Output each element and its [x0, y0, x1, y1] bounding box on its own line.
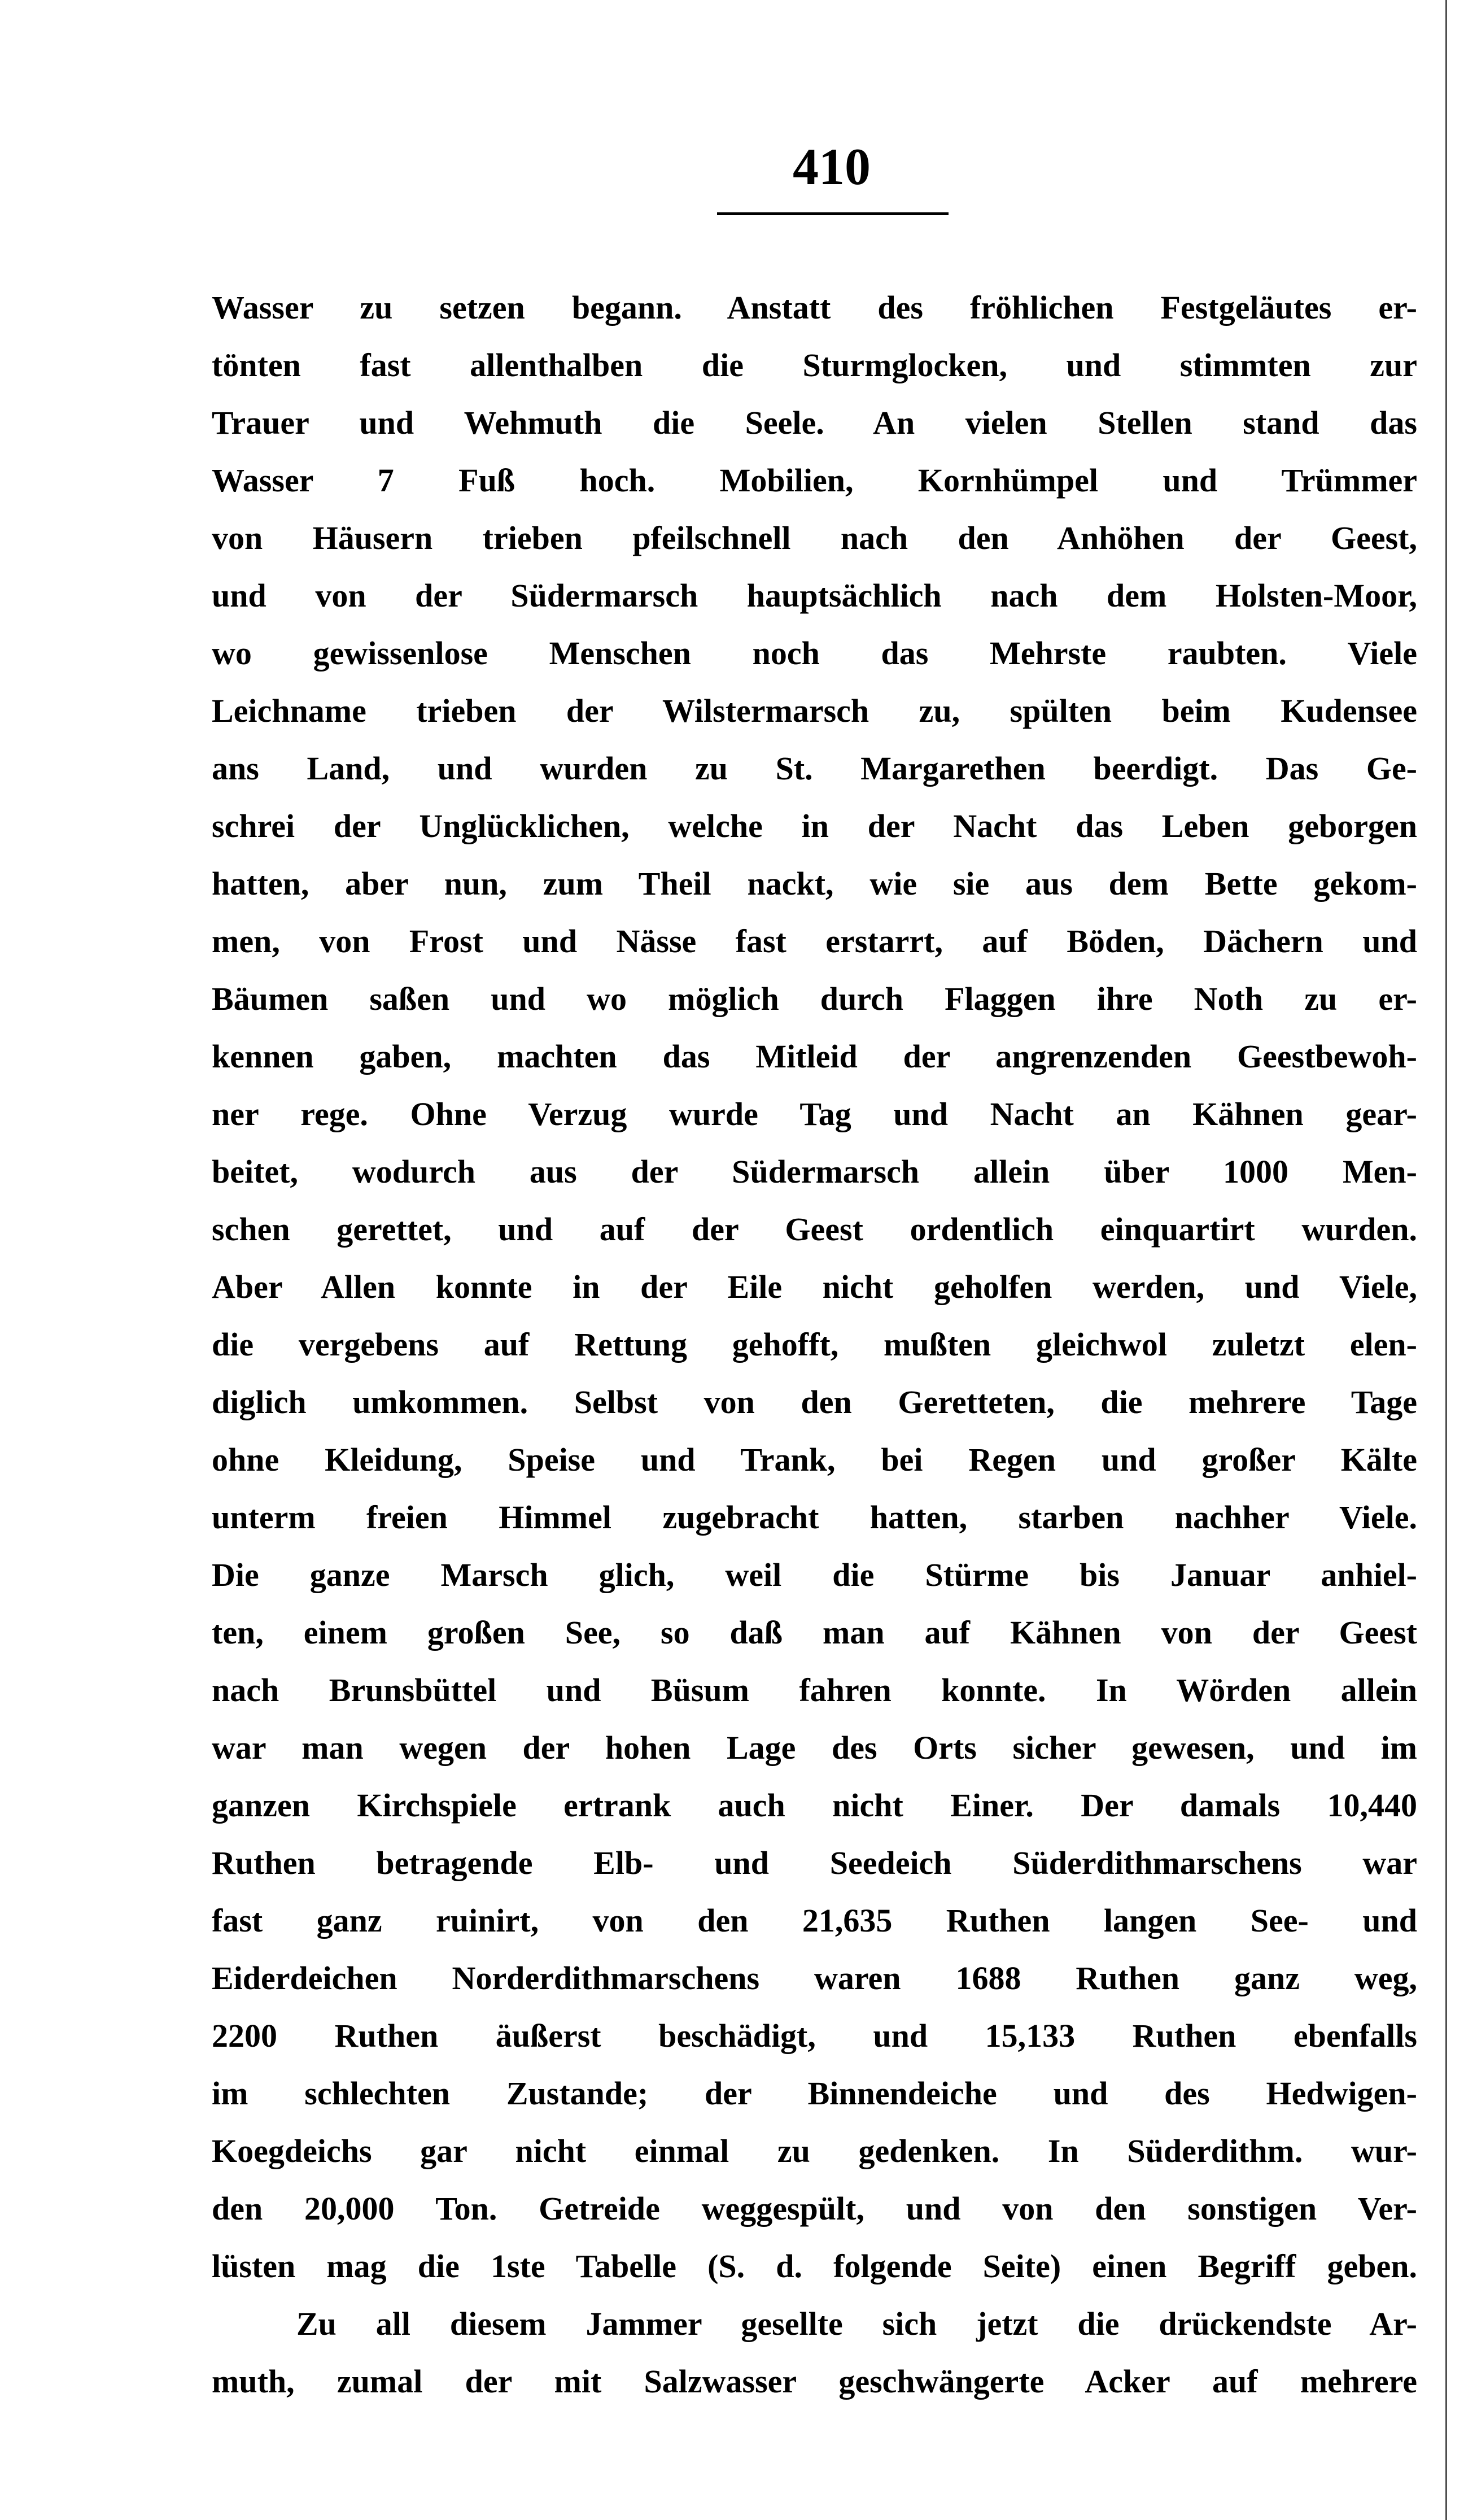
text-line: wo gewissenlose Menschen noch das Mehrste raubten. Viele — [212, 635, 1417, 672]
text-line: die vergebens auf Rettung gehofft, mußten gleichwol zuletzt elen- — [212, 1326, 1417, 1363]
text-line: ans Land, und wurden zu St. Margarethen beerdigt. Das Ge- — [212, 750, 1417, 787]
text-line: ten, einem großen See, so daß man auf Kähnen von der Geest — [212, 1614, 1417, 1651]
text-line: den 20,000 Ton. Getreide weggespült, und von den sonstigen Ver- — [212, 2190, 1417, 2227]
text-line: men, von Frost und Nässe fast erstarrt, auf Böden, Dächern und — [212, 923, 1417, 960]
text-line: tönten fast allenthalben die Sturmglocken, und stimmten zur — [212, 347, 1417, 383]
text-line: 2200 Ruthen äußerst beschädigt, und 15,133 Ruthen ebenfalls — [212, 2017, 1417, 2054]
text-line: hatten, aber nun, zum Theil nackt, wie sie aus dem Bette gekom- — [212, 865, 1417, 902]
page-number: 410 — [793, 138, 871, 195]
text-line: Eiderdeichen Norderdithmarschens waren 1688 Ruthen ganz weg, — [212, 1960, 1417, 1996]
text-line: Bäumen saßen und wo möglich durch Flaggen ihre Noth zu er- — [212, 980, 1417, 1017]
text-line: von Häusern trieben pfeilschnell nach den Anhöhen der Geest, — [212, 520, 1417, 556]
text-line: ohne Kleidung, Speise und Trank, bei Regen und großer Kälte — [212, 1441, 1417, 1478]
text-line: nach Brunsbüttel und Büsum fahren konnte. In Wörden allein — [212, 1672, 1417, 1708]
body-text — [212, 279, 1417, 2410]
text-line: muth, zumal der mit Salzwasser geschwängerte Acker auf mehrere — [212, 2363, 1417, 2400]
text-line: und von der Südermarsch hauptsächlich nach dem Holsten-Moor, — [212, 577, 1417, 614]
text-line: Zu all diesem Jammer gesellte sich jetzt die drückendste Ar- — [296, 2305, 1417, 2342]
text-line: Trauer und Wehmuth die Seele. An vielen Stellen stand das — [212, 404, 1417, 441]
text-line: ner rege. Ohne Verzug wurde Tag und Nacht an Kähnen gear- — [212, 1096, 1417, 1132]
text-line: kennen gaben, machten das Mitleid der angrenzenden Geestbewoh- — [212, 1038, 1417, 1075]
text-line: Leichname trieben der Wilstermarsch zu, spülten beim Kudensee — [212, 692, 1417, 729]
header-rule — [717, 212, 949, 215]
text-line: Ruthen betragende Elb- und Seedeich Süderdithmarschens war — [212, 1845, 1417, 1881]
text-line: Wasser zu setzen begann. Anstatt des fröhlichen Festgeläutes er- — [212, 289, 1417, 326]
page-edge-line — [1445, 0, 1447, 2520]
text-line: fast ganz ruinirt, von den 21,635 Ruthen langen See- und — [212, 1902, 1417, 1939]
text-line: ganzen Kirchspiele ertrank auch nicht Einer. Der damals 10,440 — [212, 1787, 1417, 1824]
text-line: unterm freien Himmel zugebracht hatten, starben nachher Viele. — [212, 1499, 1417, 1536]
text-line: Koegdeichs gar nicht einmal zu gedenken. In Süderdithm. wur- — [212, 2133, 1417, 2169]
text-line: Wasser 7 Fuß hoch. Mobilien, Kornhümpel und Trümmer — [212, 462, 1417, 499]
text-line: war man wegen der hohen Lage des Orts sicher gewesen, und im — [212, 1729, 1417, 1766]
text-line: schrei der Unglücklichen, welche in der Nacht das Leben geborgen — [212, 808, 1417, 844]
text-line: lüsten mag die 1ste Tabelle (S. d. folgende Seite) einen Begriff geben. — [212, 2248, 1417, 2284]
text-line: Aber Allen konnte in der Eile nicht geholfen werden, und Viele, — [212, 1268, 1417, 1305]
text-line: Die ganze Marsch glich, weil die Stürme bis Januar anhiel- — [212, 1557, 1417, 1593]
text-line: schen gerettet, und auf der Geest ordentlich einquartirt wurden. — [212, 1211, 1417, 1248]
text-line: beitet, wodurch aus der Südermarsch allein über 1000 Men- — [212, 1153, 1417, 1190]
text-line: diglich umkommen. Selbst von den Geretteten, die mehrere Tage — [212, 1384, 1417, 1420]
text-line: im schlechten Zustande; der Binnendeiche und des Hedwigen- — [212, 2075, 1417, 2112]
